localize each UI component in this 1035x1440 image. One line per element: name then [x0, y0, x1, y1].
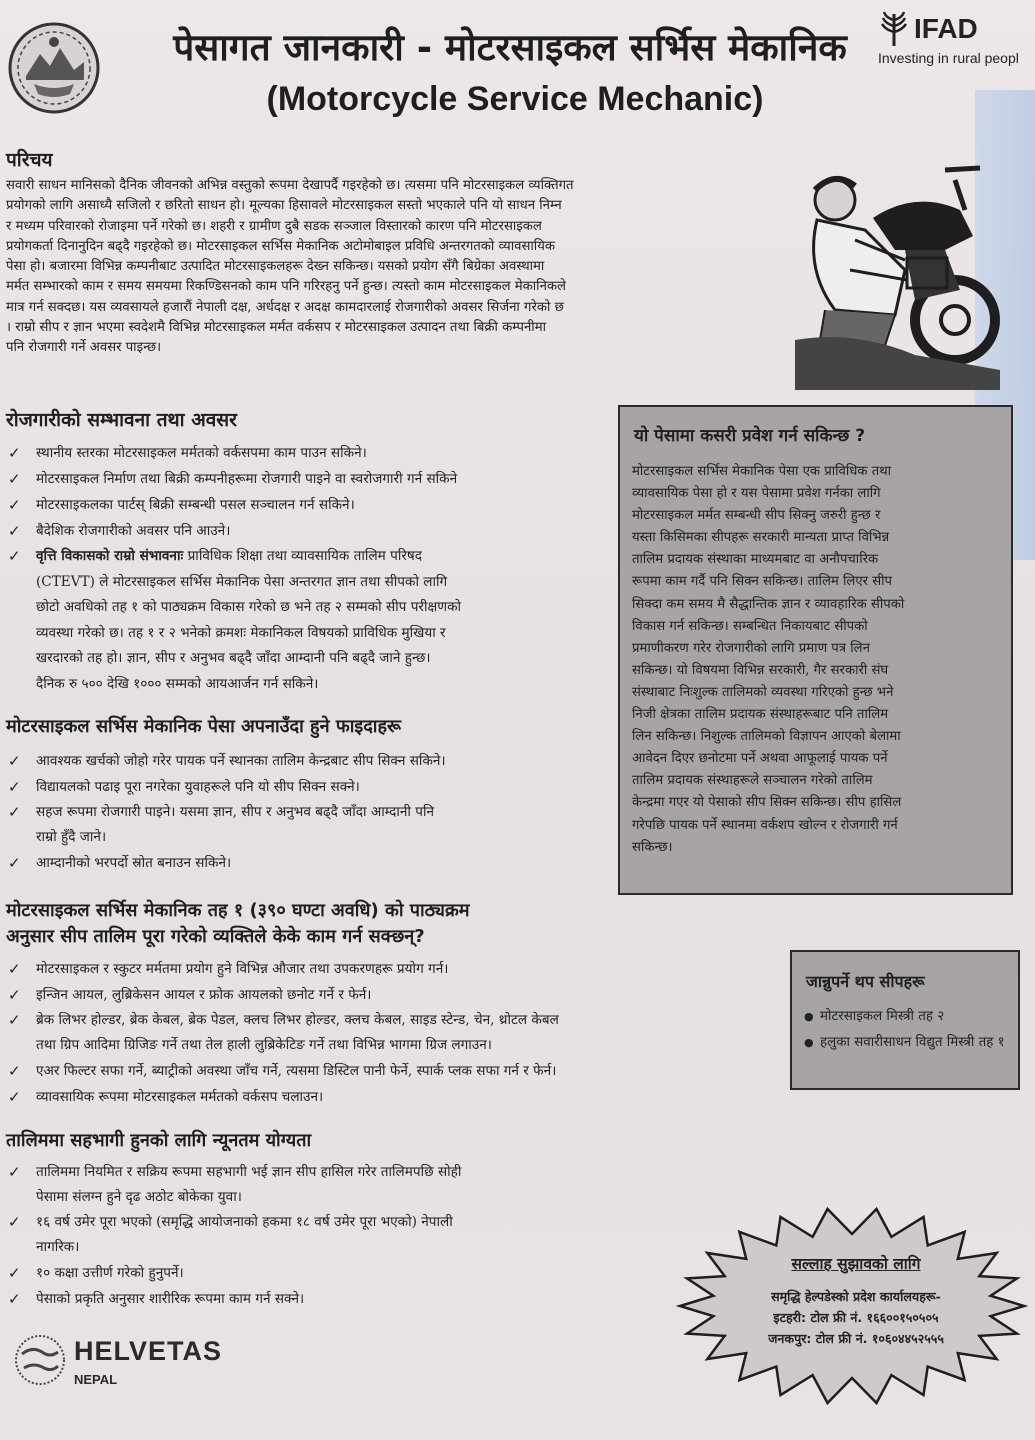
- check-icon: ✓: [8, 960, 21, 978]
- employment-heading: रोजगारीको सम्भावना तथा अवसर: [6, 409, 237, 431]
- advice-office: समृद्धि हेल्पडेस्को प्रदेश कार्यालयहरू-: [771, 1289, 941, 1304]
- check-icon: ✓: [8, 1088, 21, 1106]
- check-icon: ✓: [8, 1213, 21, 1231]
- intro-line: मात्र गर्न सक्दछ। यस व्यवसायले हजारौं नेपाली दक्ष, अर्धदक्ष र अदक्ष कामदारलाई रोजगारीको अवसर सिर्जना गरेको छ: [6, 299, 564, 315]
- entry-box-line: यस्ता किसिमका सीपहरू सरकारी मान्यता प्राप्त विभिन्न: [632, 530, 890, 546]
- entry-box-line: प्रमाणीकरण गरेर रोजगारीको लागि प्रमाण पत्र लिन: [632, 640, 870, 656]
- list-item-text: सहज रूपमा रोजगारी पाइने। यसमा ज्ञान, सीप र अनुभव बढ्दै जाँदा आम्दानी पनि: [36, 804, 435, 820]
- curriculum-heading-line1: मोटरसाइकल सर्भिस मेकानिक तह १ (३९० घण्टा अवधि) को पाठ्यक्रम: [6, 900, 470, 921]
- growth-label: वृत्ति विकासको राम्रो संभावनाः: [36, 548, 184, 564]
- qualification-list: [4, 1160, 644, 1312]
- entry-box-line: आवेदन दिएर छनोटमा पर्ने अथवा आफूलाई पायक पर्ने: [632, 751, 888, 767]
- list-item-text: आवश्यक खर्चको जोहो गरेर पायक पर्ने स्थानका तालिम केन्द्रबाट सीप सिक्न सकिने।: [36, 753, 446, 769]
- check-icon: ✓: [8, 986, 21, 1004]
- curriculum-list: [4, 956, 779, 1110]
- list-item: [4, 1286, 644, 1312]
- intro-line: पनि रोजगारी गर्ने अवसर पाइन्छ।: [6, 340, 162, 356]
- skills-box-title: जान्नुपर्ने थप सीपहरू: [806, 972, 925, 991]
- list-item: ● हलुका सवारीसाधन विद्युत मिस्त्री तह १: [804, 1030, 1014, 1056]
- intro-line: पेसा हो। बजारमा विभिन्न कम्पनीबाट उत्पादित मोटरसाइकलहरू देख्न सकिन्छ। यसको प्रयोग सँगै बिग्रेका अवस्थामा: [6, 259, 545, 275]
- growth-line: खरदारको तह हो। ज्ञान, सीप र अनुभव बढ्दै जाँदा आम्दानी पनि बढ्दै जाने हुन्छ।: [36, 650, 431, 667]
- benefits-list: [4, 748, 609, 876]
- check-icon: ✓: [8, 496, 21, 514]
- entry-box-line: निजी क्षेत्रका तालिम प्रदायक संस्थाहरूबाट पनि तालिम: [632, 707, 889, 723]
- growth-line: (CTEVT) ले मोटरसाइकल सर्भिस मेकानिक पेसा अन्तरगत ज्ञान तथा सीपको लागि: [36, 573, 448, 590]
- entry-box-title: यो पेसामा कसरी प्रवेश गर्न सकिन्छ ?: [634, 426, 866, 446]
- intro-line: मर्मत सम्भारको काम र समय समयमा रिकण्डिसनको काम पनि गरिरहनु पर्ने हुन्छ। त्यस्तो काम मोटरसाइकल मेकानिकले: [6, 279, 566, 295]
- entry-box-line: मोटरसाइकल सर्भिस मेकानिक पेसा एक प्राविधिक तथा: [632, 464, 892, 479]
- list-item: [4, 1008, 779, 1058]
- benefits-heading: मोटरसाइकल सर्भिस मेकानिक पेसा अपनाउँदा हुने फाइदाहरू: [6, 716, 401, 737]
- list-item-text: तथा ग्रिप आदिमा ग्रिजिङ गर्ने तथा तेल हाली लुब्रिकेटिङ गर्ने तथा विभिन्न भागमा ग्रिज लगाउन।: [36, 1037, 492, 1053]
- check-icon: ✓: [8, 803, 21, 821]
- list-item: [4, 850, 609, 876]
- list-item: [4, 774, 609, 800]
- helvetas-country: NEPAL: [74, 1372, 118, 1387]
- list-item-text: एअर फिल्टर सफा गर्ने, ब्याट्रीको अवस्था जाँच गर्ने, त्यसमा डिस्टिल पानी फेर्ने, स्पार्क प्लक सफा गर्न र फेर्न।: [36, 1063, 557, 1079]
- intro-line: र मध्यम परिवारको रोजाइमा पर्ने गरेको छ। शहरी र ग्रामीण दुबै सडक सञ्जाल विस्तारको कारण पनि मोटरसाइकल: [6, 218, 542, 234]
- entry-box-line: विकास गर्न सकिन्छ। सम्बन्धित निकायबाट सीपको: [632, 618, 868, 634]
- employment-list: [4, 440, 609, 698]
- advice-title: सल्लाह सुझावको लागि: [791, 1255, 921, 1273]
- list-item-text: १६ वर्ष उमेर पूरा भएको (समृद्धि आयोजनाको हकमा १८ वर्ष उमेर पूरा भएको) नेपाली: [36, 1214, 453, 1230]
- list-item: ✓ मोटरसाइकलका पार्टस् बिक्री सम्बन्धी पसल सञ्चालन गर्न सकिने।: [4, 492, 609, 518]
- list-item: [4, 1160, 644, 1210]
- list-item: [4, 982, 779, 1008]
- helvetas-logo: [12, 1328, 272, 1398]
- entry-box-line: व्यावसायिक पेसा हो र यस पेसामा प्रवेश गर्नका लागि: [632, 486, 881, 502]
- helvetas-globe-icon: [12, 1332, 68, 1388]
- check-icon: ✓: [8, 1011, 21, 1029]
- list-item-growth: [4, 544, 609, 698]
- page-title-nepali: पेसागत जानकारी - मोटरसाइकल सर्भिस मेकानिक: [173, 26, 847, 69]
- list-item-text: आम्दानीको भरपर्दो स्रोत बनाउन सकिने।: [36, 855, 232, 871]
- check-icon: ✓: [8, 778, 21, 796]
- ifad-wordmark: IFAD: [914, 13, 978, 44]
- list-item-text: राम्रो हुँदै जाने।: [36, 829, 107, 845]
- entry-box-line: सकिन्छ।: [632, 839, 673, 855]
- skills-list: [804, 1004, 1014, 1056]
- additional-skills-box: [790, 950, 1020, 1090]
- growth-line: दैनिक रु ५०० देखि १००० सम्मको आयआर्जन गर्न सकिने।: [36, 675, 319, 692]
- list-item: [4, 1210, 644, 1260]
- list-item-text: नागरिक।: [36, 1239, 80, 1255]
- list-item-text: मोटरसाइकल र स्कुटर मर्मतमा प्रयोग हुने विभिन्न औजार तथा उपकरणहरू प्रयोग गर्न।: [36, 961, 449, 977]
- list-item: [4, 1058, 779, 1084]
- list-item: [4, 1260, 644, 1286]
- list-item-text: विद्यायलको पढाइ पूरा नगरेका युवाहरूले पनि यो सीप सिक्न सक्ने।: [36, 779, 360, 795]
- entry-box-line: गरेपछि पायक पर्ने स्थानमा वर्कशप खोल्न र रोजगारी गर्न: [632, 817, 898, 833]
- list-item: [4, 1084, 779, 1110]
- intro-line: सवारी साधन मानिसको दैनिक जीवनको अभिन्न वस्तुको रूपमा देखापर्दै गइरहेको छ। त्यसमा पनि मोटरसाइकल व्यक्तिगत: [6, 178, 574, 193]
- growth-line: छोटो अवधिको तह १ को पाठ्यक्रम विकास गरेको छ भने तह २ सम्मको सीप परीक्षणको: [36, 599, 462, 616]
- entry-box-text: [632, 461, 1002, 859]
- check-icon: ✓: [8, 1264, 21, 1282]
- advice-content: [706, 1252, 1006, 1349]
- ifad-wheat-icon: [878, 10, 910, 48]
- list-item-text: तालिममा नियमित र सक्रिय रूपमा सहभागी भई ज्ञान सीप हासिल गरेर तालिमपछि सोही: [36, 1164, 462, 1180]
- mechanic-repairing-motorcycle-illustration: [795, 140, 1000, 390]
- entry-box-line: संस्थाबाट निःशुल्क तालिमको व्यवस्था गरिएको हुन्छ भने: [632, 684, 894, 700]
- intro-paragraph: [6, 176, 786, 359]
- list-item-text: पेसामा संलग्न हुने दृढ अठोट बोकेका युवा।: [36, 1189, 242, 1205]
- entry-box-line: मोटरसाइकल मर्मत सम्बन्धी सीप सिक्नु जरुरी हुन्छ र: [632, 508, 881, 524]
- page-title-english: (Motorcycle Service Mechanic): [266, 80, 764, 118]
- advice-janakpur-phone: जनकपुर: टोल फ्री नं. १०६०४४५२५५५: [768, 1331, 944, 1346]
- check-icon: ✓: [8, 854, 21, 872]
- helvetas-wordmark: HELVETAS: [74, 1336, 223, 1366]
- intro-line: प्रयोगको लागि असाध्यै सजिलो र छरितो साधन हो। मूल्यका हिसावले मोटरसाइकल सस्तो भएकाले पनि यो साधन निम्न: [6, 198, 562, 214]
- check-icon: ✓: [8, 1062, 21, 1080]
- list-item: ✓ स्थानीय स्तरका मोटरसाइकल मर्मतको वर्कसपमा काम पाउन सकिने।: [4, 440, 609, 466]
- entry-info-box: [618, 405, 1013, 895]
- list-item: [4, 956, 779, 982]
- curriculum-heading-line2: अनुसार सीप तालिम पूरा गरेको व्यक्तिले केके काम गर्न सक्छन्?: [6, 926, 425, 947]
- list-item-text: पेसाको प्रकृति अनुसार शारीरिक रूपमा काम गर्न सक्ने।: [36, 1291, 305, 1307]
- ifad-logo: [878, 10, 1035, 66]
- growth-line: प्राविधिक शिक्षा तथा व्यावसायिक तालिम परिषद: [187, 548, 422, 564]
- growth-line: व्यवस्था गरेको छ। तह १ र २ भनेको क्रमशः मेकानिकल विषयको प्राविधिक मुखिया र: [36, 624, 446, 641]
- list-item: ✓ बैदेशिक रोजगारीको अवसर पनि आउने।: [4, 518, 609, 544]
- entry-box-line: सकिन्छ। यो विषयमा विभिन्न सरकारी, गैर सरकारी संघ: [632, 662, 889, 678]
- list-item-text: इन्जिन आयल, लुब्रिकेसन आयल र फ्रोक आयलको छनोट गर्ने र फेर्न।: [36, 987, 372, 1003]
- intro-heading: परिचय: [6, 149, 53, 171]
- entry-box-line: तालिम प्रदायक संस्थाका माध्यमबाट वा अनौपचारिक: [632, 552, 879, 568]
- list-item-text: व्यावसायिक रूपमा मोटरसाइकल मर्मतको वर्कसप चलाउन।: [36, 1089, 324, 1105]
- list-item: [4, 748, 609, 774]
- ifad-tagline: Investing in rural peopl: [878, 50, 1019, 66]
- intro-line: । राम्रो सीप र ज्ञान भएमा स्वदेशमै विभिन्न मोटरसाइकल मर्मत वर्कसप र मोटरसाइकल उत्पादन तथा बिक्री कम्पनीमा: [6, 320, 547, 336]
- list-item: ✓ मोटरसाइकल निर्माण तथा बिक्री कम्पनीहरूमा रोजगारी पाइने वा स्वरोजगारी गर्न सकिने: [4, 466, 609, 492]
- entry-box-line: केन्द्रमा गएर यो पेसाको सीप सिक्न सकिन्छ। सीप हासिल: [632, 795, 902, 811]
- check-icon: ✓: [8, 470, 21, 488]
- nepal-govt-emblem-icon: [4, 18, 104, 118]
- check-icon: ✓: [8, 547, 21, 565]
- entry-box-line: रूपमा काम गर्दै पनि सिक्न सकिन्छ। तालिम लिएर सीप: [632, 574, 893, 590]
- check-icon: ✓: [8, 1163, 21, 1181]
- list-item-text: ब्रेक लिभर होल्डर, ब्रेक केबल, ब्रेक पेडल, क्लच लिभर होल्डर, क्लच केबल, साइड स्टेन्ड, चेन, थ्रोटल केबल: [36, 1012, 559, 1028]
- list-item: [4, 800, 609, 850]
- qualification-heading: तालिममा सहभागी हुनको लागि न्यूनतम योग्यता: [6, 1130, 312, 1151]
- check-icon: ✓: [8, 444, 21, 462]
- check-icon: ✓: [8, 752, 21, 770]
- entry-box-line: सिक्दा कम समय मै सैद्धान्तिक ज्ञान र व्यावहारिक सीपको: [632, 596, 905, 612]
- check-icon: ✓: [8, 522, 21, 540]
- entry-box-line: लिन सकिन्छ। निशुल्क तालिमको विज्ञापन आएको बेलामा: [632, 729, 901, 745]
- entry-box-line: तालिम प्रदायक संस्थाहरूले सञ्चालन गरेको तालिम: [632, 773, 873, 789]
- advice-itahari-phone: इटहरी: टोल फ्री नं. १६६००१५०५०५: [773, 1310, 939, 1325]
- intro-line: प्रयोगकर्ता दिनानुदिन बढ्दै गइरहेको छ। मोटरसाइकल सर्भिस मेकानिक अटोमोबाइल प्रविधि अन्तरगतको व्यावसायिक: [6, 238, 555, 254]
- list-item-text: १० कक्षा उत्तीर्ण गरेको हुनुपर्ने।: [36, 1265, 184, 1281]
- check-icon: ✓: [8, 1290, 21, 1308]
- list-item: ● मोटरसाइकल मिस्त्री तह २: [804, 1004, 1014, 1030]
- growth-text: [36, 548, 609, 698]
